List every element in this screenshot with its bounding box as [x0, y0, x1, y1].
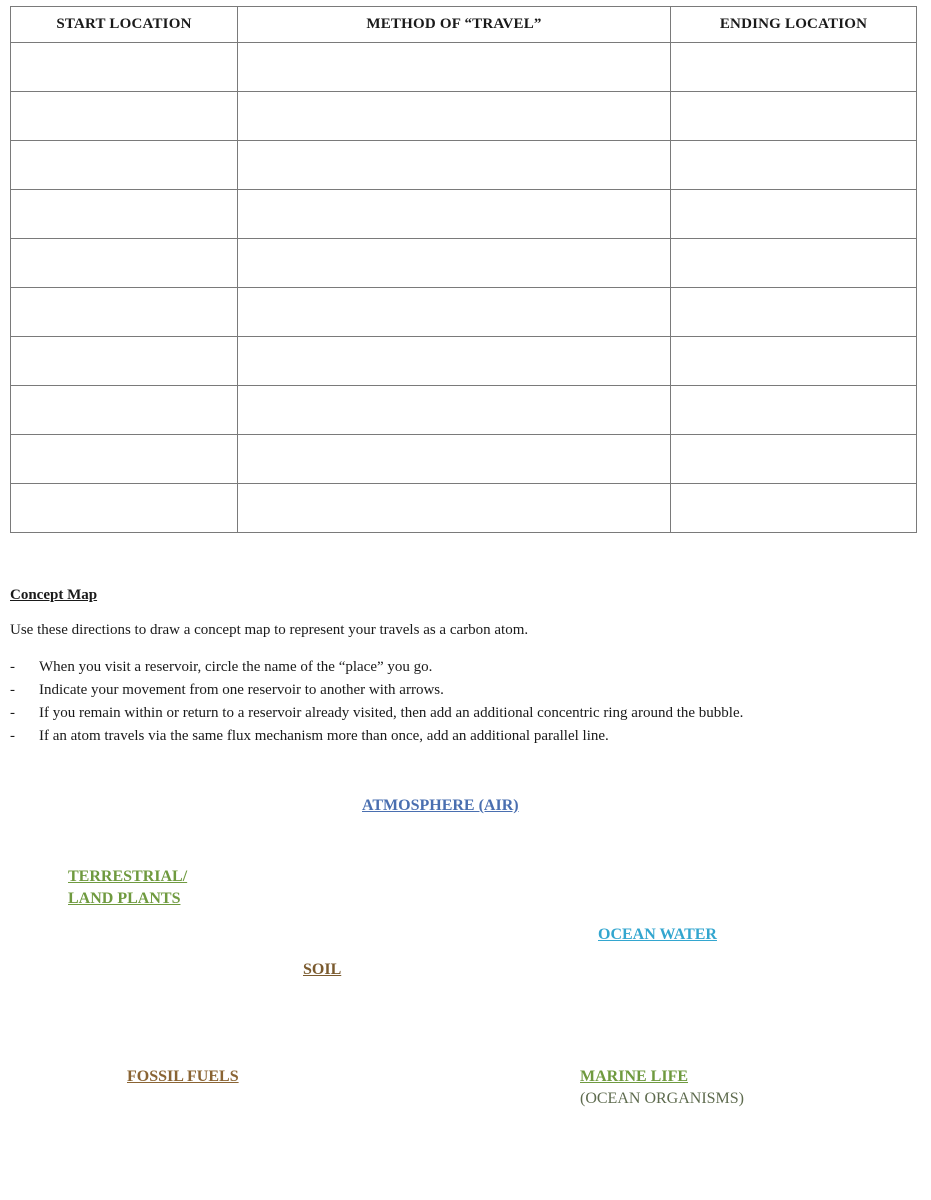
ending-location-cell[interactable] [671, 92, 917, 141]
ending-location-cell[interactable] [671, 484, 917, 533]
start-location-cell[interactable] [11, 141, 238, 190]
travel-log-table [10, 6, 917, 533]
start-location-cell[interactable] [11, 92, 238, 141]
directions-list [10, 656, 743, 748]
method-of-travel-cell[interactable] [238, 435, 671, 484]
start-location-cell[interactable] [11, 435, 238, 484]
reservoir-ocean-water: OCEAN WATER [598, 926, 717, 943]
start-location-cell[interactable] [11, 337, 238, 386]
ending-location-cell[interactable] [671, 288, 917, 337]
bullet-dash: - [10, 659, 15, 675]
direction-text: If you remain within or return to a reservoir already visited, then add an additional concentric ring around the bubble. [39, 705, 744, 721]
start-location-cell[interactable] [11, 190, 238, 239]
table-row [11, 92, 917, 141]
ending-location-cell[interactable] [671, 435, 917, 484]
ending-location-cell[interactable] [671, 337, 917, 386]
method-of-travel-cell[interactable] [238, 288, 671, 337]
direction-text: Indicate your movement from one reservoir to another with arrows. [39, 682, 444, 698]
ending-location-cell[interactable] [671, 386, 917, 435]
start-location-cell[interactable] [11, 43, 238, 92]
ending-location-cell[interactable] [671, 190, 917, 239]
list-item [10, 656, 743, 679]
direction-text: If an atom travels via the same flux mechanism more than once, add an additional parallel line. [39, 728, 609, 744]
method-of-travel-cell[interactable] [238, 484, 671, 533]
terrestrial-line-2: LAND PLANTS [68, 890, 181, 907]
method-of-travel-cell[interactable] [238, 239, 671, 288]
reservoir-atmosphere: ATMOSPHERE (AIR) [362, 797, 519, 814]
list-item [10, 725, 743, 748]
table-row [11, 484, 917, 533]
table-row [11, 337, 917, 386]
ending-location-cell[interactable] [671, 43, 917, 92]
bullet-dash: - [10, 728, 15, 744]
method-of-travel-cell[interactable] [238, 190, 671, 239]
table-row [11, 288, 917, 337]
bullet-dash: - [10, 682, 15, 698]
start-location-cell[interactable] [11, 386, 238, 435]
table-row [11, 435, 917, 484]
table-row [11, 239, 917, 288]
header-ending-location: ENDING LOCATION [671, 7, 917, 43]
method-of-travel-cell[interactable] [238, 337, 671, 386]
header-method-of-travel: METHOD OF “TRAVEL” [238, 7, 671, 43]
table-row [11, 190, 917, 239]
concept-map-intro: Use these directions to draw a concept map to represent your travels as a carbon atom. [10, 622, 529, 638]
method-of-travel-cell[interactable] [238, 386, 671, 435]
marine-life-subtitle: (OCEAN ORGANISMS) [580, 1090, 745, 1107]
direction-text: When you visit a reservoir, circle the name of the “place” you go. [39, 659, 433, 675]
concept-map-title: Concept Map [10, 587, 98, 603]
method-of-travel-cell[interactable] [238, 92, 671, 141]
reservoir-fossil-fuels: FOSSIL FUELS [127, 1068, 239, 1085]
method-of-travel-cell[interactable] [238, 43, 671, 92]
table-header-row [11, 7, 917, 43]
list-item [10, 679, 743, 702]
reservoir-soil: SOIL [303, 961, 342, 978]
table-body [11, 43, 917, 533]
reservoir-terrestrial-land-plants [68, 866, 187, 910]
table-row [11, 141, 917, 190]
start-location-cell[interactable] [11, 288, 238, 337]
start-location-cell[interactable] [11, 484, 238, 533]
header-start-location: START LOCATION [11, 7, 238, 43]
start-location-cell[interactable] [11, 239, 238, 288]
terrestrial-line-1: TERRESTRIAL/ [68, 868, 188, 885]
list-item [10, 702, 743, 725]
ending-location-cell[interactable] [671, 141, 917, 190]
ending-location-cell[interactable] [671, 239, 917, 288]
table-row [11, 43, 917, 92]
reservoir-marine-life: MARINE LIFE [580, 1068, 689, 1085]
method-of-travel-cell[interactable] [238, 141, 671, 190]
bullet-dash: - [10, 705, 15, 721]
table-row [11, 386, 917, 435]
